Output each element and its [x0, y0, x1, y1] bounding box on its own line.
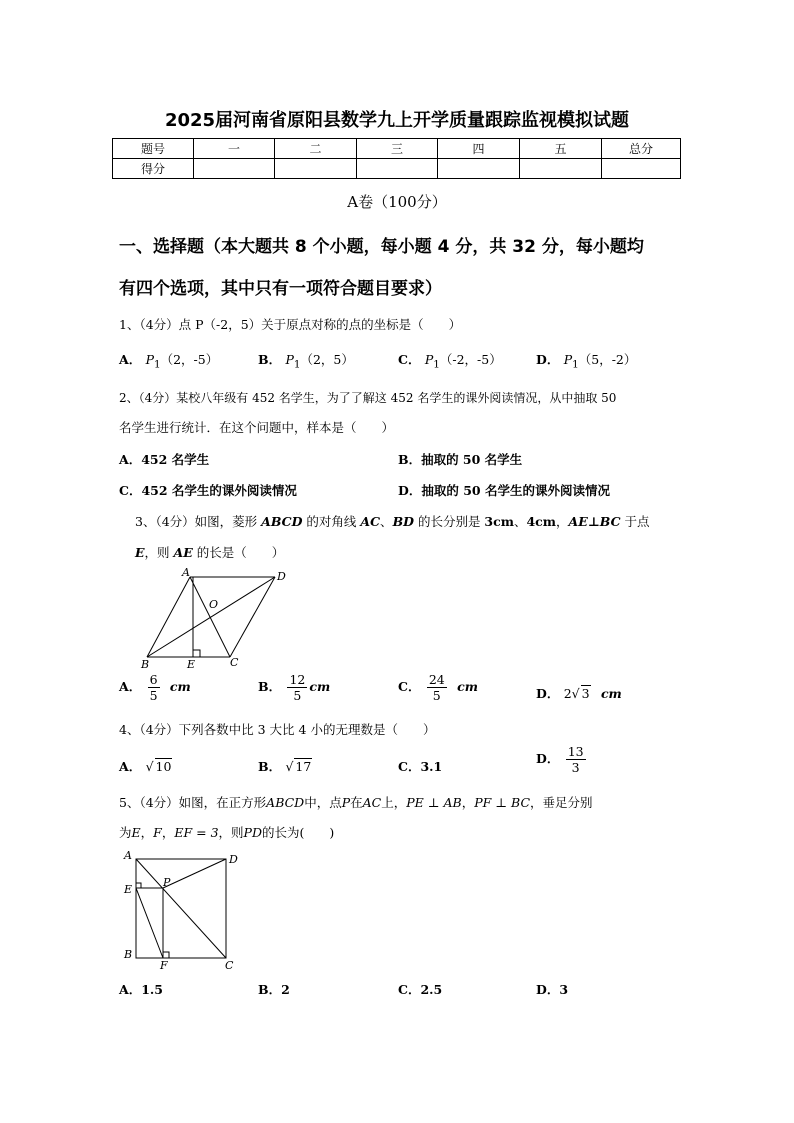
q3-text: ，	[556, 514, 569, 529]
figure-segment	[147, 577, 275, 657]
q5-text: 上，	[381, 795, 407, 810]
q5-text: 在	[350, 795, 363, 810]
figure-label-d: D	[277, 570, 286, 583]
q3-text: 的对角线	[302, 514, 361, 529]
figure-label-a: A	[182, 566, 190, 579]
radicand: 10	[155, 759, 172, 774]
fraction-numerator: 24	[428, 672, 445, 687]
figure-label-b: B	[124, 948, 133, 961]
q3-text: ，则	[144, 545, 174, 560]
sqrt: √ 17	[285, 759, 312, 774]
q2-option-a: A．452 名学生	[119, 452, 210, 467]
q5-stem-line1	[119, 793, 593, 811]
q5-option-d: D．3	[536, 982, 569, 997]
q5-text: ，	[140, 825, 154, 840]
option-label: C．	[398, 679, 421, 694]
option-label: D．	[536, 751, 560, 766]
fraction-denominator: 5	[293, 688, 302, 703]
q5-stem-line2	[119, 823, 334, 841]
figure-segment	[163, 859, 226, 888]
q3-option-b	[258, 672, 330, 703]
q4-option-a	[119, 757, 172, 775]
point-subscript: 1	[293, 358, 301, 371]
option-label: A．	[119, 352, 142, 367]
q5-option-c: C．2.5	[398, 982, 443, 997]
option-label: D．	[536, 352, 560, 367]
right-angle-mark	[163, 952, 169, 958]
q4-option-c	[398, 757, 442, 775]
fraction	[566, 744, 586, 775]
q5-math: PF ⊥ BC	[474, 795, 531, 810]
q3-text: 的长是（ ）	[192, 545, 285, 560]
figure-segment	[136, 859, 226, 958]
q3-math: BD	[392, 514, 414, 529]
fraction	[287, 672, 307, 703]
radicand: 17	[295, 759, 312, 774]
q5-text: 5、（4分）如图，在正方形	[119, 795, 267, 810]
q3-option-c	[398, 672, 478, 703]
score-header-cell: 总分	[602, 139, 681, 159]
option-label: C．	[398, 759, 421, 774]
score-table-score-row	[113, 159, 681, 179]
figure-segment	[136, 888, 163, 958]
q5-text: ，	[161, 825, 175, 840]
q3-math: 3cm	[484, 514, 514, 529]
option-label: B．	[258, 759, 282, 774]
q1-option-a	[119, 350, 218, 371]
fraction	[148, 672, 160, 703]
sqrt: √ 3	[571, 686, 590, 701]
q2-option-c: C．452 名学生的课外阅读情况	[119, 483, 297, 498]
q5-text: ，垂足分别	[530, 795, 593, 810]
figure-segment	[230, 577, 275, 657]
q4-option-b	[258, 757, 312, 775]
option-text: （2，5）	[300, 352, 354, 367]
score-header-cell: 二	[275, 139, 357, 159]
right-angle-mark	[193, 650, 200, 657]
option-label: A．	[119, 679, 142, 694]
q3-text: 3、（4分）如图，菱形	[135, 514, 262, 529]
q3-rhombus-figure	[135, 565, 295, 673]
q4-stem: 4、（4分）下列各数中比 3 大比 4 小的无理数是（ ）	[119, 722, 436, 737]
radicand: 3	[581, 686, 590, 701]
q3-stem-line2	[135, 543, 284, 561]
q3-math: 4cm	[526, 514, 557, 529]
option-text: （2，-5）	[160, 352, 219, 367]
unit: cm	[169, 679, 191, 694]
q5-text: 为	[119, 825, 132, 840]
q5-text: 中，点	[304, 795, 342, 810]
q5-math: E	[131, 825, 141, 840]
score-cell	[602, 159, 681, 179]
option-text: （-2，-5）	[439, 352, 502, 367]
figure-label-b: B	[141, 658, 150, 671]
figure-label-d: D	[229, 853, 238, 866]
q5-square-figure	[118, 848, 248, 970]
score-cell	[194, 159, 275, 179]
figure-label-c: C	[225, 959, 234, 970]
q5-math: P	[341, 795, 351, 810]
q3-text: 于点	[620, 514, 650, 529]
fraction	[427, 672, 447, 703]
figure-label-o: O	[209, 598, 219, 611]
figure-segment	[147, 577, 190, 657]
point-subscript: 1	[433, 358, 440, 371]
q5-option-b: B．2	[258, 982, 290, 997]
unit: cm	[309, 679, 331, 694]
option-text: 3.1	[420, 759, 443, 774]
score-header-cell: 五	[520, 139, 602, 159]
fraction-numerator: 12	[289, 672, 306, 687]
figure-label-e: E	[124, 883, 133, 896]
score-cell	[520, 159, 602, 179]
q3-text: 、	[380, 514, 393, 529]
q5-math: ABCD	[266, 795, 305, 810]
section-heading-line1: 一、选择题（本大题共 8 个小题，每小题 4 分，共 32 分，每小题均	[119, 237, 644, 257]
score-header-cell: 四	[438, 139, 520, 159]
figure-label-a: A	[124, 849, 132, 862]
q2-option-d: D．抽取的 50 名学生的课外阅读情况	[398, 483, 610, 498]
q3-math: AE⊥BC	[568, 514, 621, 529]
score-cell	[357, 159, 438, 179]
option-symbol	[285, 352, 301, 371]
point-subscript: 1	[153, 358, 161, 371]
q5-math: AC	[362, 795, 382, 810]
point-symbol: P	[563, 352, 573, 367]
q3-option-d	[536, 684, 622, 702]
unit: cm	[457, 679, 478, 694]
score-table	[112, 138, 681, 179]
q2-stem-line1: 2、（4分）某校八年级有 452 名学生，为了了解这 452 名学生的课外阅读情况，从中抽取 50	[119, 391, 617, 405]
score-row-label: 得分	[113, 159, 194, 179]
q3-stem-line1	[135, 512, 650, 530]
option-symbol	[563, 352, 579, 371]
q3-text: 、	[513, 514, 527, 529]
section-heading-line2: 有四个选项，其中只有一项符合题目要求）	[119, 279, 442, 299]
figure-label-f: F	[160, 959, 168, 970]
coefficient: 2	[563, 686, 572, 701]
q5-math: PE ⊥ AB	[406, 795, 462, 810]
q3-math: AE	[173, 545, 193, 560]
fraction-denominator: 5	[149, 688, 158, 703]
q2-stem-line2: 名学生进行统计．在这个问题中，样本是（ ）	[119, 420, 395, 435]
option-symbol	[424, 352, 440, 371]
option-label: C．	[398, 352, 421, 367]
q5-option-a: A．1.5	[119, 982, 163, 997]
figure-label-p: P	[163, 876, 171, 889]
figure-label-e: E	[187, 658, 196, 671]
q5-math: EF = 3	[174, 825, 219, 840]
score-table-header-row	[113, 139, 681, 159]
point-symbol: P	[424, 352, 434, 367]
q5-text: ，	[461, 795, 475, 810]
q1-option-c	[398, 350, 502, 371]
point-subscript: 1	[572, 358, 579, 371]
option-text: （5，-2）	[578, 352, 637, 367]
score-header-cell: 一	[194, 139, 275, 159]
q1-stem: 1、（4分）点 P（-2，5）关于原点对称的点的坐标是（ ）	[119, 317, 462, 332]
score-header-cell: 三	[357, 139, 438, 159]
unit: cm	[600, 686, 622, 701]
q5-math: PD	[243, 825, 262, 840]
q3-math: ABCD	[261, 514, 303, 529]
point-symbol: P	[285, 352, 294, 367]
exam-title: 2025届河南省原阳县数学九上开学质量跟踪监视模拟试题	[164, 110, 630, 131]
option-label: B．	[258, 352, 282, 367]
q3-math: AC	[360, 514, 381, 529]
score-cell	[438, 159, 520, 179]
point-symbol: P	[145, 352, 154, 367]
score-cell	[275, 159, 357, 179]
q5-math: F	[153, 825, 162, 840]
q5-text: 的长为( )	[261, 825, 335, 840]
sqrt: √ 10	[145, 759, 172, 774]
q2-option-b: B．抽取的 50 名学生	[398, 452, 523, 467]
q1-option-b	[258, 350, 354, 371]
fraction-denominator: 3	[571, 760, 580, 775]
q3-text: 的长分别是	[413, 514, 485, 529]
q3-option-a	[119, 672, 191, 703]
q5-text: ，则	[218, 825, 244, 840]
figure-segment	[190, 577, 230, 657]
score-header-cell: 题号	[113, 139, 194, 159]
q1-option-d	[536, 350, 636, 371]
volume-heading: A卷（100分）	[347, 193, 447, 211]
option-label: A．	[119, 759, 142, 774]
option-symbol	[145, 352, 161, 371]
figure-label-c: C	[230, 656, 239, 669]
fraction-denominator: 5	[432, 688, 441, 703]
fraction-numerator: 6	[149, 672, 158, 687]
option-label: D．	[536, 686, 560, 701]
q3-math: E	[135, 545, 145, 560]
right-angle-mark	[136, 883, 141, 888]
fraction-numerator: 13	[567, 744, 584, 759]
q4-option-d	[536, 744, 588, 775]
option-label: B．	[258, 679, 282, 694]
